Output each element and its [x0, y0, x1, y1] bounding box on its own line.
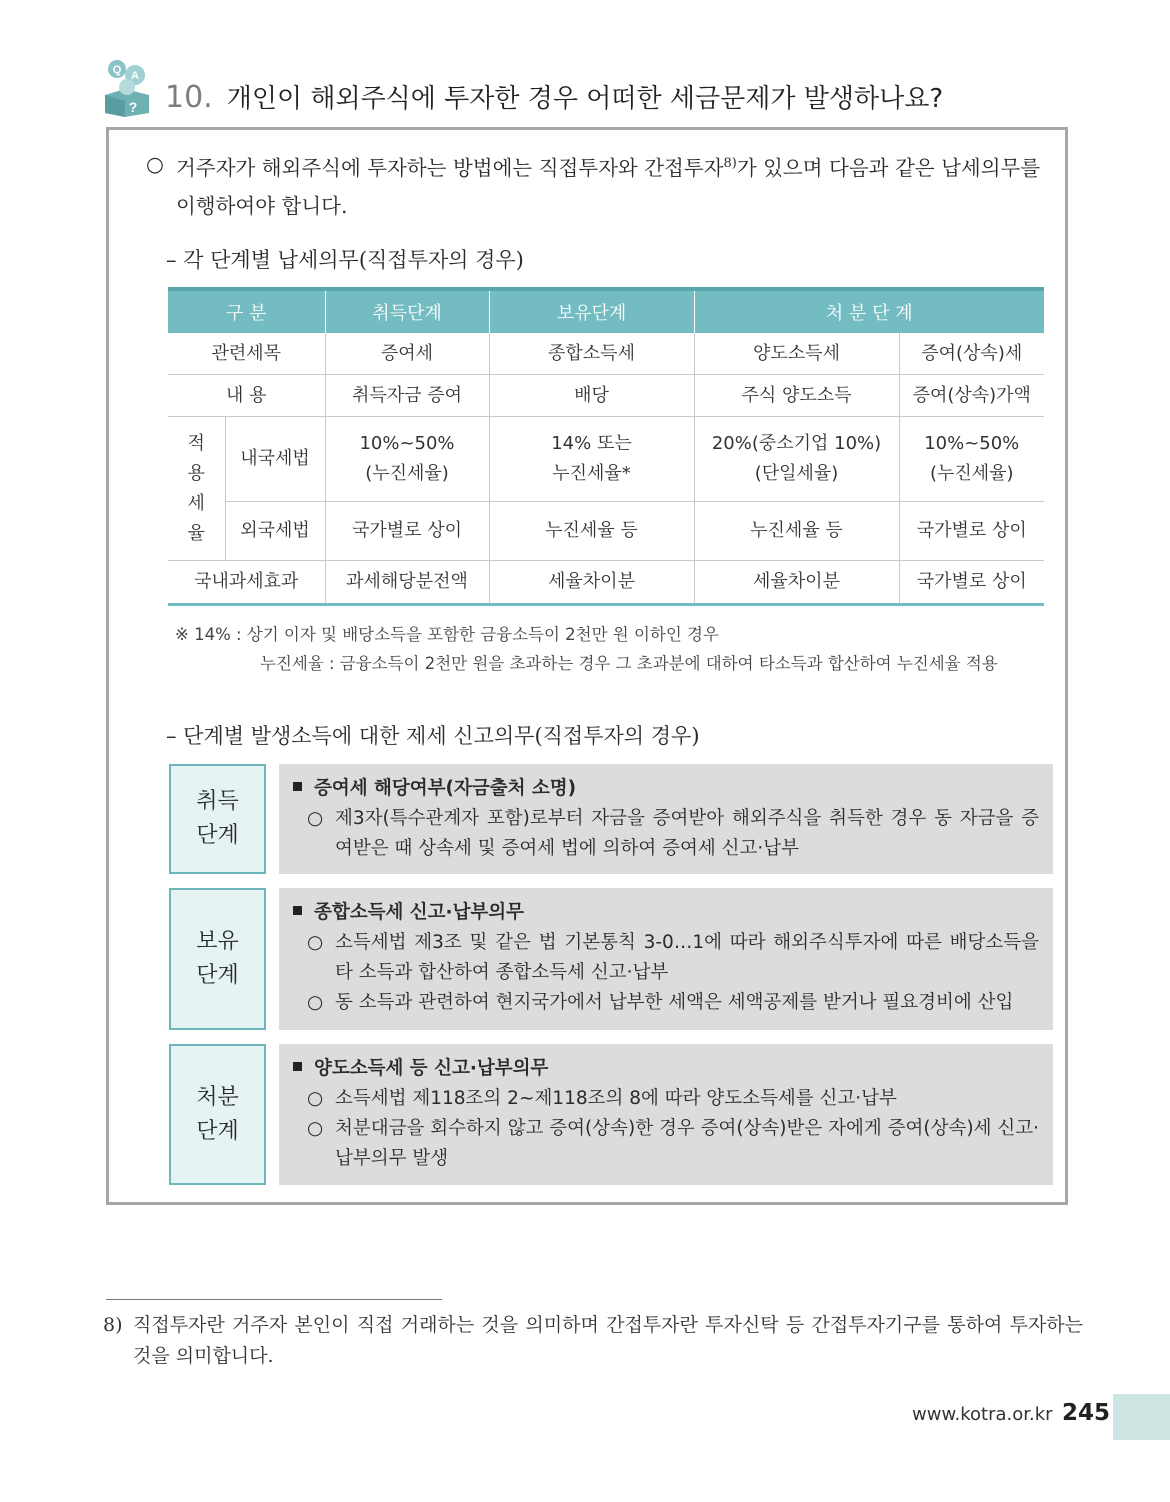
stage-item: ○ 동 소득과 관련하여 현지국가에서 납부한 세액은 세액공제를 받거나 필요경비에 산입 [291, 988, 1039, 1018]
intro-text-before: 거주자가 해외주식에 투자하는 방법에는 직접투자와 간접투자 [176, 155, 724, 180]
stage-item: ○ 처분대금을 회수하지 않고 증여(상속)한 경우 증여(상속)받은 자에게 증여(상속)세 신고·납부의무 발생 [291, 1114, 1039, 1174]
header-disposal: 처 분 단 계 [694, 289, 1044, 333]
page-tab-decoration [1113, 1394, 1170, 1440]
table-cell: 20%(중소기업 10%) (단일세율) [694, 417, 899, 502]
stage-label-holding: 보유 단계 [169, 888, 266, 1030]
table-cell: 취득자금 증여 [325, 375, 489, 417]
table-cell: 누진세율 등 [489, 502, 694, 561]
table-row [168, 417, 1044, 502]
header-category: 구 분 [168, 289, 325, 333]
question-text: 개인이 해외주식에 투자한 경우 어떠한 세금문제가 발생하나요? [226, 84, 944, 114]
row-label: 관련세목 [168, 333, 325, 375]
note-line: 누진세율 : 금융소득이 2천만 원을 초과하는 경우 그 초과분에 대하여 타소득과 합산하여 누진세율 적용 [260, 654, 998, 673]
page-number: 245 [1062, 1400, 1111, 1426]
question-number: 10. [165, 80, 213, 115]
footnote-divider [106, 1299, 442, 1300]
table-cell: 국가별로 상이 [899, 561, 1044, 605]
table-row [168, 333, 1044, 375]
intro-text-after: 가 있으며 다음과 같은 납세의무를 이행하여야 합니다. [176, 155, 1041, 218]
table-cell: 누진세율 등 [694, 502, 899, 561]
stage-box-holding [279, 888, 1053, 1030]
table-cell: 14% 또는 누진세율* [489, 417, 694, 502]
stage-item: ○ 소득세법 제118조의 2~제118조의 8에 따라 양도소득세를 신고·납부 [291, 1084, 1039, 1114]
stage-heading: 종합소득세 신고·납부의무 [291, 898, 1039, 928]
table-cell: 국가별로 상이 [325, 502, 489, 561]
svg-text:Q: Q [112, 64, 122, 76]
table-row [168, 561, 1044, 605]
stage-box-disposal [279, 1044, 1053, 1185]
section1-heading: – 각 단계별 납세의무(직접투자의 경우) [166, 248, 524, 272]
note-line: ※ 14% : 상기 이자 및 배당소득을 포함한 금융소득이 2천만 원 이하인 경우 [175, 625, 719, 644]
website-url[interactable]: www.kotra.or.kr [912, 1404, 1053, 1425]
table-notes [175, 620, 998, 678]
table-cell: 과세해당분전액 [325, 561, 489, 605]
footnote [103, 1310, 1083, 1372]
svg-text:A: A [131, 70, 139, 82]
table-cell: 배당 [489, 375, 694, 417]
question-title [165, 78, 943, 115]
table-cell: 세율차이분 [489, 561, 694, 605]
row-label: 외국세법 [225, 502, 325, 561]
square-bullet-icon [293, 782, 302, 791]
header-holding: 보유단계 [489, 289, 694, 333]
table-row [168, 502, 1044, 561]
circle-bullet-icon: ○ [307, 808, 324, 829]
table-cell: 증여세 [325, 333, 489, 375]
table-header-row [168, 289, 1044, 333]
stage-heading: 증여세 해당여부(자금출처 소명) [291, 774, 1039, 804]
intro-bullet: ○ [146, 152, 164, 176]
qa-icon [103, 57, 151, 117]
intro-paragraph [146, 145, 1046, 225]
row-label: 내 용 [168, 375, 325, 417]
square-bullet-icon [293, 1062, 302, 1071]
svg-text:?: ? [128, 99, 138, 115]
table-cell: 주식 양도소득 [694, 375, 899, 417]
table-cell: 국가별로 상이 [899, 502, 1044, 561]
stage-label-acquisition: 취득 단계 [169, 764, 266, 874]
table-row [168, 375, 1044, 417]
circle-bullet-icon: ○ [307, 1118, 324, 1139]
stage-item: ○ 제3자(특수관계자 포함)로부터 자금을 증여받아 해외주식을 취득한 경우 동 자금을 증여받은 때 상속세 및 증여세 법에 의하여 증여세 신고·납부 [291, 804, 1039, 864]
stage-item: ○ 소득세법 제3조 및 같은 법 기본통칙 3-0…1에 따라 해외주식투자에 따른 배당소득을 타 소득과 합산하여 종합소득세 신고·납부 [291, 928, 1039, 988]
stage-heading: 양도소득세 등 신고·납부의무 [291, 1054, 1039, 1084]
row-label: 내국세법 [225, 417, 325, 502]
section2-heading: – 단계별 발생소득에 대한 제세 신고의무(직접투자의 경우) [166, 724, 700, 748]
rate-group-label: 적 용 세 율 [168, 417, 225, 561]
stage-label-disposal: 처분 단계 [169, 1044, 266, 1185]
footnote-ref[interactable]: 8) [723, 156, 737, 171]
table-cell: 증여(상속)세 [899, 333, 1044, 375]
tax-table [168, 287, 1044, 606]
circle-bullet-icon: ○ [307, 932, 324, 953]
footnote-number: 8) [103, 1314, 123, 1336]
circle-bullet-icon: ○ [307, 1088, 324, 1109]
stage-box-acquisition [279, 764, 1053, 874]
row-label: 국내과세효과 [168, 561, 325, 605]
footnote-text: 직접투자란 거주자 본인이 직접 거래하는 것을 의미하며 간접투자란 투자신탁 등 간접투자기구를 통하여 투자하는 것을 의미합니다. [133, 1314, 1083, 1367]
table-cell: 10%~50% (누진세율) [899, 417, 1044, 502]
square-bullet-icon [293, 906, 302, 915]
table-cell: 10%~50% (누진세율) [325, 417, 489, 502]
table-cell: 증여(상속)가액 [899, 375, 1044, 417]
table-cell: 양도소득세 [694, 333, 899, 375]
header-acquisition: 취득단계 [325, 289, 489, 333]
table-cell: 세율차이분 [694, 561, 899, 605]
circle-bullet-icon: ○ [307, 992, 324, 1013]
table-cell: 종합소득세 [489, 333, 694, 375]
